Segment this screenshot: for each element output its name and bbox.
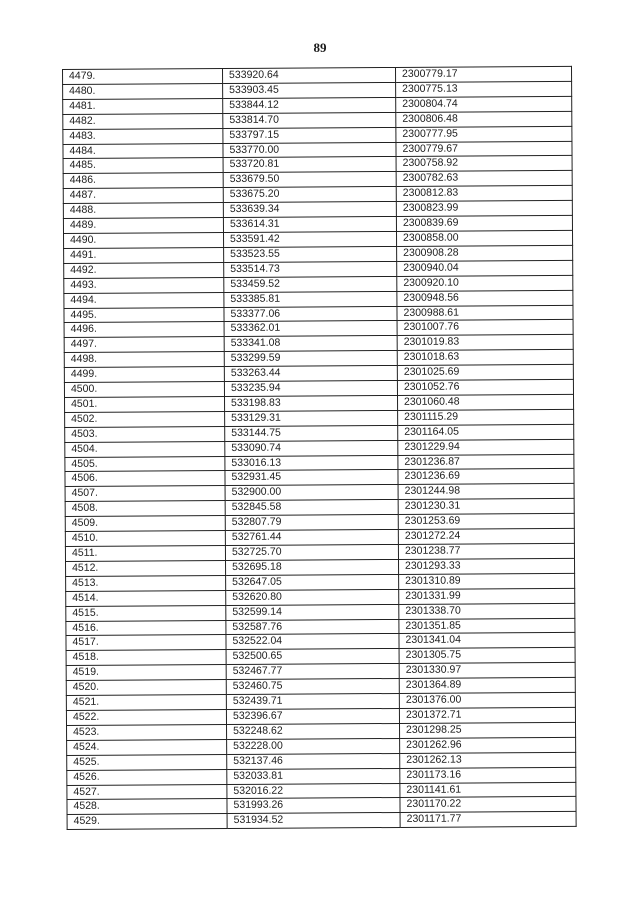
northing-cell: 2300779.67 <box>396 141 572 157</box>
northing-cell: 2301310.89 <box>399 573 575 589</box>
point-number-cell: 4509. <box>65 516 225 532</box>
easting-cell: 533514.73 <box>224 261 397 277</box>
point-number-cell: 4520. <box>66 680 226 696</box>
easting-cell: 532396.67 <box>226 708 399 724</box>
easting-cell: 532248.62 <box>227 723 400 739</box>
easting-cell: 533814.70 <box>223 112 396 128</box>
easting-cell: 532725.70 <box>225 544 398 560</box>
northing-cell: 2300777.95 <box>396 126 572 142</box>
easting-cell: 533377.06 <box>224 306 397 322</box>
point-number-cell: 4487. <box>63 188 223 204</box>
point-number-cell: 4499. <box>64 367 224 383</box>
point-number-cell: 4496. <box>64 322 224 338</box>
easting-cell: 533235.94 <box>224 380 397 396</box>
easting-cell: 533591.42 <box>224 231 397 247</box>
point-number-cell: 4497. <box>64 337 224 353</box>
easting-cell: 532522.04 <box>226 634 399 650</box>
northing-cell: 2301170.22 <box>400 797 576 813</box>
easting-cell: 532500.65 <box>226 649 399 665</box>
easting-cell: 533903.45 <box>223 82 396 98</box>
northing-cell: 2301364.89 <box>399 678 575 694</box>
point-number-cell: 4486. <box>63 173 223 189</box>
northing-cell: 2300804.74 <box>396 96 572 112</box>
point-number-cell: 4492. <box>64 262 224 278</box>
point-number-cell: 4508. <box>65 501 225 517</box>
point-number-cell: 4489. <box>63 218 223 234</box>
point-number-cell: 4517. <box>66 635 226 651</box>
point-number-cell: 4483. <box>63 128 223 144</box>
point-number-cell: 4495. <box>64 307 224 323</box>
easting-cell: 532761.44 <box>225 530 398 546</box>
northing-cell: 2300782.63 <box>396 171 572 187</box>
point-number-cell: 4511. <box>65 546 225 562</box>
easting-cell: 533844.12 <box>223 97 396 113</box>
point-number-cell: 4506. <box>65 471 225 487</box>
point-number-cell: 4493. <box>64 277 224 293</box>
point-number-cell: 4500. <box>64 382 224 398</box>
point-number-cell: 4494. <box>64 292 224 308</box>
northing-cell: 2301164.05 <box>398 424 574 440</box>
easting-cell: 532620.80 <box>226 589 399 605</box>
easting-cell: 532845.58 <box>225 500 398 516</box>
easting-cell: 532931.45 <box>225 470 398 486</box>
easting-cell: 533341.08 <box>224 336 397 352</box>
easting-cell: 532587.76 <box>226 619 399 635</box>
easting-cell: 533679.50 <box>223 172 396 188</box>
northing-cell: 2301298.25 <box>400 722 576 738</box>
point-number-cell: 4519. <box>66 665 226 681</box>
northing-cell: 2301330.97 <box>399 663 575 679</box>
easting-cell: 533362.01 <box>224 321 397 337</box>
easting-cell: 532807.79 <box>225 515 398 531</box>
easting-cell: 533144.75 <box>225 425 398 441</box>
point-number-cell: 4485. <box>63 158 223 174</box>
northing-cell: 2300779.17 <box>395 66 571 82</box>
point-number-cell: 4529. <box>67 814 227 830</box>
northing-cell: 2300758.92 <box>396 156 572 172</box>
point-number-cell: 4498. <box>64 352 224 368</box>
point-number-cell: 4515. <box>66 605 226 621</box>
point-number-cell: 4480. <box>63 83 223 99</box>
point-number-cell: 4528. <box>67 799 227 815</box>
northing-cell: 2301173.16 <box>400 767 576 783</box>
easting-cell: 532033.81 <box>227 768 400 784</box>
northing-cell: 2301244.98 <box>398 484 574 500</box>
northing-cell: 2301171.77 <box>400 812 576 828</box>
coordinates-table-body <box>63 66 577 829</box>
easting-cell: 532016.22 <box>227 783 400 799</box>
easting-cell: 532460.75 <box>226 679 399 695</box>
northing-cell: 2300948.56 <box>397 290 573 306</box>
northing-cell: 2301018.63 <box>397 350 573 366</box>
point-number-cell: 4527. <box>67 784 227 800</box>
northing-cell: 2301262.96 <box>400 737 576 753</box>
northing-cell: 2301052.76 <box>397 379 573 395</box>
point-number-cell: 4501. <box>65 396 225 412</box>
northing-cell: 2301305.75 <box>399 648 575 664</box>
point-number-cell: 4481. <box>63 98 223 114</box>
point-number-cell: 4504. <box>65 441 225 457</box>
northing-cell: 2301019.83 <box>397 335 573 351</box>
easting-cell: 533090.74 <box>225 440 398 456</box>
point-number-cell: 4479. <box>63 69 223 85</box>
northing-cell: 2300920.10 <box>397 275 573 291</box>
northing-cell: 2300988.61 <box>397 305 573 321</box>
page-number: 89 <box>313 40 327 55</box>
easting-cell: 533920.64 <box>223 67 396 83</box>
northing-cell: 2301007.76 <box>397 320 573 336</box>
northing-cell: 2300806.48 <box>396 111 572 127</box>
northing-cell: 2301272.24 <box>398 528 574 544</box>
easting-cell: 532647.05 <box>226 574 399 590</box>
northing-cell: 2301236.69 <box>398 469 574 485</box>
point-number-cell: 4523. <box>67 724 227 740</box>
northing-cell: 2301238.77 <box>398 543 574 559</box>
point-number-cell: 4512. <box>66 560 226 576</box>
northing-cell: 2301341.04 <box>399 633 575 649</box>
point-number-cell: 4510. <box>65 531 225 547</box>
northing-cell: 2301236.87 <box>398 454 574 470</box>
easting-cell: 532467.77 <box>226 664 399 680</box>
easting-cell: 533016.13 <box>225 455 398 471</box>
point-number-cell: 4524. <box>67 739 227 755</box>
point-number-cell: 4490. <box>64 232 224 248</box>
northing-cell: 2301376.00 <box>399 692 575 708</box>
point-number-cell: 4522. <box>66 709 226 725</box>
easting-cell: 532599.14 <box>226 604 399 620</box>
point-number-cell: 4513. <box>66 575 226 591</box>
point-number-cell: 4521. <box>66 695 226 711</box>
easting-cell: 533720.81 <box>223 157 396 173</box>
northing-cell: 2300823.99 <box>396 201 572 217</box>
northing-cell: 2301230.31 <box>398 499 574 515</box>
point-number-cell: 4516. <box>66 620 226 636</box>
northing-cell: 2301025.69 <box>397 365 573 381</box>
easting-cell: 533299.59 <box>224 351 397 367</box>
northing-cell: 2301229.94 <box>398 439 574 455</box>
easting-cell: 533198.83 <box>225 395 398 411</box>
easting-cell: 531993.26 <box>227 798 400 814</box>
point-number-cell: 4502. <box>65 411 225 427</box>
northing-cell: 2301372.71 <box>399 707 575 723</box>
point-number-cell: 4514. <box>66 590 226 606</box>
easting-cell: 532137.46 <box>227 753 400 769</box>
easting-cell: 533459.52 <box>224 276 397 292</box>
northing-cell: 2301141.61 <box>400 782 576 798</box>
northing-cell: 2301331.99 <box>399 588 575 604</box>
northing-cell: 2301338.70 <box>399 603 575 619</box>
point-number-cell: 4526. <box>67 769 227 785</box>
easting-cell: 533523.55 <box>224 246 397 262</box>
easting-cell: 532900.00 <box>225 485 398 501</box>
point-number-cell: 4503. <box>65 426 225 442</box>
point-number-cell: 4484. <box>63 143 223 159</box>
northing-cell: 2301253.69 <box>398 514 574 530</box>
easting-cell: 531934.52 <box>227 813 400 829</box>
northing-cell: 2300858.00 <box>396 230 572 246</box>
easting-cell: 533770.00 <box>223 142 396 158</box>
easting-cell: 533385.81 <box>224 291 397 307</box>
easting-cell: 533614.31 <box>223 217 396 233</box>
northing-cell: 2301293.33 <box>399 558 575 574</box>
table-row <box>67 812 576 830</box>
northing-cell: 2301060.48 <box>398 394 574 410</box>
point-number-cell: 4518. <box>66 650 226 666</box>
northing-cell: 2300839.69 <box>396 215 572 231</box>
coordinates-table <box>62 66 577 830</box>
northing-cell: 2300908.28 <box>397 245 573 261</box>
northing-cell: 2300940.04 <box>397 260 573 276</box>
easting-cell: 532439.71 <box>226 694 399 710</box>
northing-cell: 2300812.83 <box>396 186 572 202</box>
northing-cell: 2301262.13 <box>400 752 576 768</box>
easting-cell: 532695.18 <box>226 559 399 575</box>
northing-cell: 2301351.85 <box>399 618 575 634</box>
point-number-cell: 4482. <box>63 113 223 129</box>
point-number-cell: 4488. <box>63 203 223 219</box>
point-number-cell: 4525. <box>67 754 227 770</box>
easting-cell: 532228.00 <box>227 738 400 754</box>
easting-cell: 533675.20 <box>223 187 396 203</box>
easting-cell: 533797.15 <box>223 127 396 143</box>
northing-cell: 2300775.13 <box>396 81 572 97</box>
easting-cell: 533263.44 <box>224 366 397 382</box>
easting-cell: 533129.31 <box>225 410 398 426</box>
point-number-cell: 4507. <box>65 486 225 502</box>
easting-cell: 533639.34 <box>223 202 396 218</box>
point-number-cell: 4505. <box>65 456 225 472</box>
point-number-cell: 4491. <box>64 247 224 263</box>
northing-cell: 2301115.29 <box>398 409 574 425</box>
